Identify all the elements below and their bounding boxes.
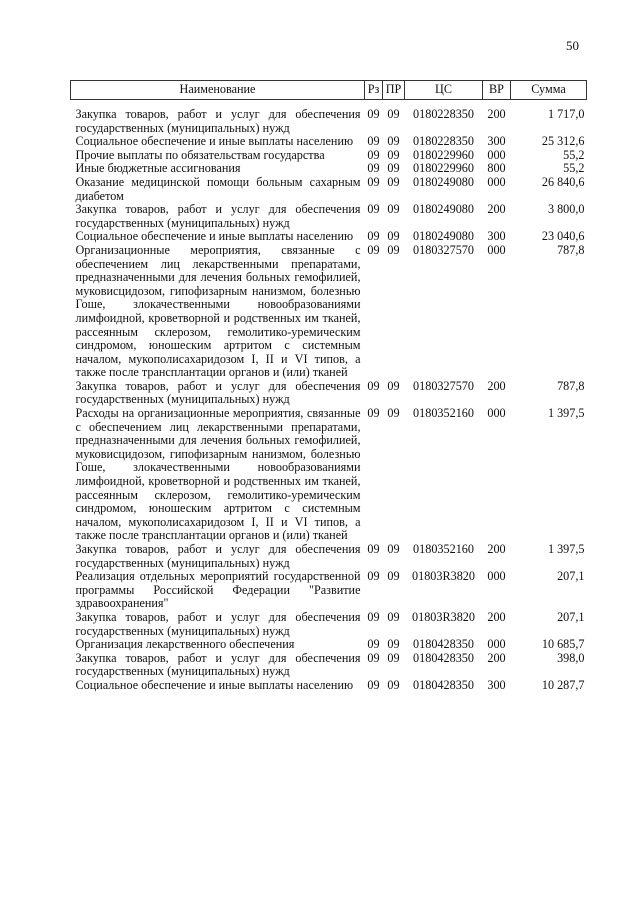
header-name: Наименование bbox=[71, 81, 365, 100]
table-row bbox=[71, 230, 587, 244]
row-pr: 09 bbox=[387, 378, 400, 393]
table-row bbox=[71, 570, 587, 611]
row-pr: 09 bbox=[387, 147, 400, 162]
row-sum: 26 840,6 bbox=[541, 174, 585, 189]
table-row bbox=[71, 176, 587, 203]
row-sum: 1 717,0 bbox=[547, 107, 585, 121]
row-cs: 0180327570 bbox=[413, 378, 474, 393]
row-rz: 09 bbox=[367, 406, 380, 421]
table-row bbox=[71, 407, 587, 543]
row-vr: 200 bbox=[487, 542, 506, 556]
budget-table bbox=[70, 80, 587, 693]
row-vr: 000 bbox=[487, 147, 506, 162]
row-name: Организационные мероприятия, связанные с обеспечением лиц лекарственными препаратами, предназначенными для лечения больных гемофилией, муковисцидозом, гипофизарным нанизмом, болезнью Гоше, злокачественными новообразованиями лимфоидной, кроветворной и родственных им тканей, рассеянным склерозом, гемолитико-уремическим синдромом, юношеским артритом с системным началом, мукополисахаридозом I, II и VI типов, а также после трансплантации органов и (или) тканей bbox=[75, 242, 361, 380]
row-vr: 200 bbox=[487, 378, 506, 393]
row-vr: 000 bbox=[487, 637, 506, 652]
page-number: 50 bbox=[566, 38, 579, 53]
row-pr: 09 bbox=[387, 637, 400, 652]
row-rz: 09 bbox=[367, 161, 380, 176]
row-vr: 200 bbox=[487, 202, 506, 217]
row-rz: 09 bbox=[367, 542, 380, 556]
row-vr: 000 bbox=[487, 174, 506, 189]
row-pr: 09 bbox=[387, 174, 400, 189]
row-rz: 09 bbox=[367, 107, 380, 121]
row-rz: 09 bbox=[367, 609, 380, 624]
row-cs: 0180249080 bbox=[413, 202, 474, 217]
row-sum: 398,0 bbox=[557, 650, 585, 665]
row-name: Реализация отдельных мероприятий государственной программы Российской Федерации "Развитие здравоохранения" bbox=[75, 569, 361, 611]
row-rz: 09 bbox=[367, 637, 380, 652]
table-row bbox=[71, 652, 587, 679]
row-sum: 207,1 bbox=[557, 569, 585, 584]
row-vr: 300 bbox=[487, 677, 506, 692]
row-pr: 09 bbox=[387, 202, 400, 217]
table-row bbox=[71, 638, 587, 652]
table-row bbox=[71, 611, 587, 638]
row-name: Закупка товаров, работ и услуг для обеспечения государственных (муниципальных) нужд bbox=[75, 378, 361, 407]
row-cs: 0180327570 bbox=[413, 242, 474, 257]
row-cs: 0180352160 bbox=[413, 542, 474, 556]
row-pr: 09 bbox=[387, 107, 400, 121]
row-vr: 000 bbox=[487, 406, 506, 421]
table-row bbox=[71, 203, 587, 230]
row-rz: 09 bbox=[367, 378, 380, 393]
row-vr: 200 bbox=[487, 609, 506, 624]
row-cs: 0180428350 bbox=[413, 650, 474, 665]
table-row bbox=[71, 244, 587, 380]
row-sum: 1 397,5 bbox=[547, 542, 585, 556]
table-row bbox=[71, 679, 587, 693]
row-pr: 09 bbox=[387, 242, 400, 257]
row-name: Социальное обеспечение и иные выплаты населению bbox=[75, 677, 354, 692]
row-name: Социальное обеспечение и иные выплаты населению bbox=[75, 134, 354, 149]
row-sum: 3 800,0 bbox=[547, 202, 585, 217]
row-cs: 0180229960 bbox=[413, 161, 474, 176]
row-sum: 1 397,5 bbox=[547, 406, 585, 421]
row-sum: 787,8 bbox=[557, 378, 585, 393]
row-vr: 300 bbox=[487, 229, 506, 244]
table-row bbox=[71, 149, 587, 163]
row-cs: 0180228350 bbox=[413, 134, 474, 149]
row-sum: 55,2 bbox=[563, 147, 585, 162]
row-sum: 23 040,6 bbox=[541, 229, 585, 244]
header-rz: Рз bbox=[365, 81, 383, 100]
row-vr: 800 bbox=[487, 161, 506, 176]
table-row bbox=[71, 543, 587, 570]
row-cs: 0180228350 bbox=[413, 107, 474, 121]
row-sum: 207,1 bbox=[557, 609, 585, 624]
row-name: Расходы на организационные мероприятия, связанные с обеспечением лиц лекарственными препаратами, предназначенными для лечения больных гемофилией, муковисцидозом, гипофизарным нанизмом, болезнью Гоше, злокачественными новообразованиями лимфоидной, кроветворной и родственных им тканей, рассеянным склерозом, гемолитико-уремическим синдромом, юношеским артритом с системным началом, мукополисахаридозом I, II и VI типов, а также после трансплантации органов и (или) тканей bbox=[75, 406, 361, 543]
row-pr: 09 bbox=[387, 677, 400, 692]
row-cs: 0180428350 bbox=[413, 637, 474, 652]
row-sum: 787,8 bbox=[557, 242, 585, 257]
row-name: Закупка товаров, работ и услуг для обеспечения государственных (муниципальных) нужд bbox=[75, 609, 361, 638]
table-body bbox=[71, 100, 587, 693]
row-name: Прочие выплаты по обязательствам государства bbox=[75, 147, 325, 162]
row-vr: 000 bbox=[487, 569, 506, 584]
header-sum: Сумма bbox=[511, 81, 587, 100]
row-name: Закупка товаров, работ и услуг для обеспечения государственных (муниципальных) нужд bbox=[75, 650, 361, 679]
row-pr: 09 bbox=[387, 161, 400, 176]
table-row bbox=[71, 380, 587, 407]
row-cs: 0180249080 bbox=[413, 174, 474, 189]
row-name: Оказание медицинской помощи больным сахарным диабетом bbox=[75, 174, 361, 203]
row-vr: 200 bbox=[487, 107, 506, 121]
row-rz: 09 bbox=[367, 134, 380, 149]
row-rz: 09 bbox=[367, 677, 380, 692]
header-cs: ЦС bbox=[405, 81, 483, 100]
row-sum: 55,2 bbox=[563, 161, 585, 176]
row-rz: 09 bbox=[367, 174, 380, 189]
row-sum: 10 287,7 bbox=[541, 677, 585, 692]
row-cs: 0180249080 bbox=[413, 229, 474, 244]
table-row bbox=[71, 100, 587, 136]
header-vr: ВР bbox=[483, 81, 511, 100]
header-pr: ПР bbox=[383, 81, 405, 100]
row-rz: 09 bbox=[367, 229, 380, 244]
row-vr: 200 bbox=[487, 650, 506, 665]
row-name: Социальное обеспечение и иные выплаты населению bbox=[75, 229, 354, 244]
row-rz: 09 bbox=[367, 569, 380, 584]
row-rz: 09 bbox=[367, 650, 380, 665]
row-cs: 01803R3820 bbox=[412, 609, 475, 624]
row-sum: 25 312,6 bbox=[541, 134, 585, 149]
row-name: Закупка товаров, работ и услуг для обеспечения государственных (муниципальных) нужд bbox=[75, 542, 361, 570]
row-cs: 0180229960 bbox=[413, 147, 474, 162]
row-rz: 09 bbox=[367, 147, 380, 162]
row-name: Закупка товаров, работ и услуг для обеспечения государственных (муниципальных) нужд bbox=[75, 107, 361, 135]
row-rz: 09 bbox=[367, 242, 380, 257]
table-header-row bbox=[71, 81, 587, 100]
row-pr: 09 bbox=[387, 569, 400, 584]
table-row bbox=[71, 162, 587, 176]
row-pr: 09 bbox=[387, 406, 400, 421]
row-pr: 09 bbox=[387, 229, 400, 244]
row-cs: 0180428350 bbox=[413, 677, 474, 692]
row-pr: 09 bbox=[387, 542, 400, 556]
row-cs: 0180352160 bbox=[413, 406, 474, 421]
row-name: Закупка товаров, работ и услуг для обеспечения государственных (муниципальных) нужд bbox=[75, 202, 361, 230]
row-pr: 09 bbox=[387, 650, 400, 665]
row-vr: 000 bbox=[487, 242, 506, 257]
row-vr: 300 bbox=[487, 134, 506, 149]
row-name: Организация лекарственного обеспечения bbox=[75, 637, 295, 652]
row-pr: 09 bbox=[387, 134, 400, 149]
row-cs: 01803R3820 bbox=[412, 569, 475, 584]
row-pr: 09 bbox=[387, 609, 400, 624]
row-name: Иные бюджетные ассигнования bbox=[75, 161, 241, 176]
row-rz: 09 bbox=[367, 202, 380, 217]
row-sum: 10 685,7 bbox=[541, 637, 585, 652]
table-row bbox=[71, 135, 587, 149]
